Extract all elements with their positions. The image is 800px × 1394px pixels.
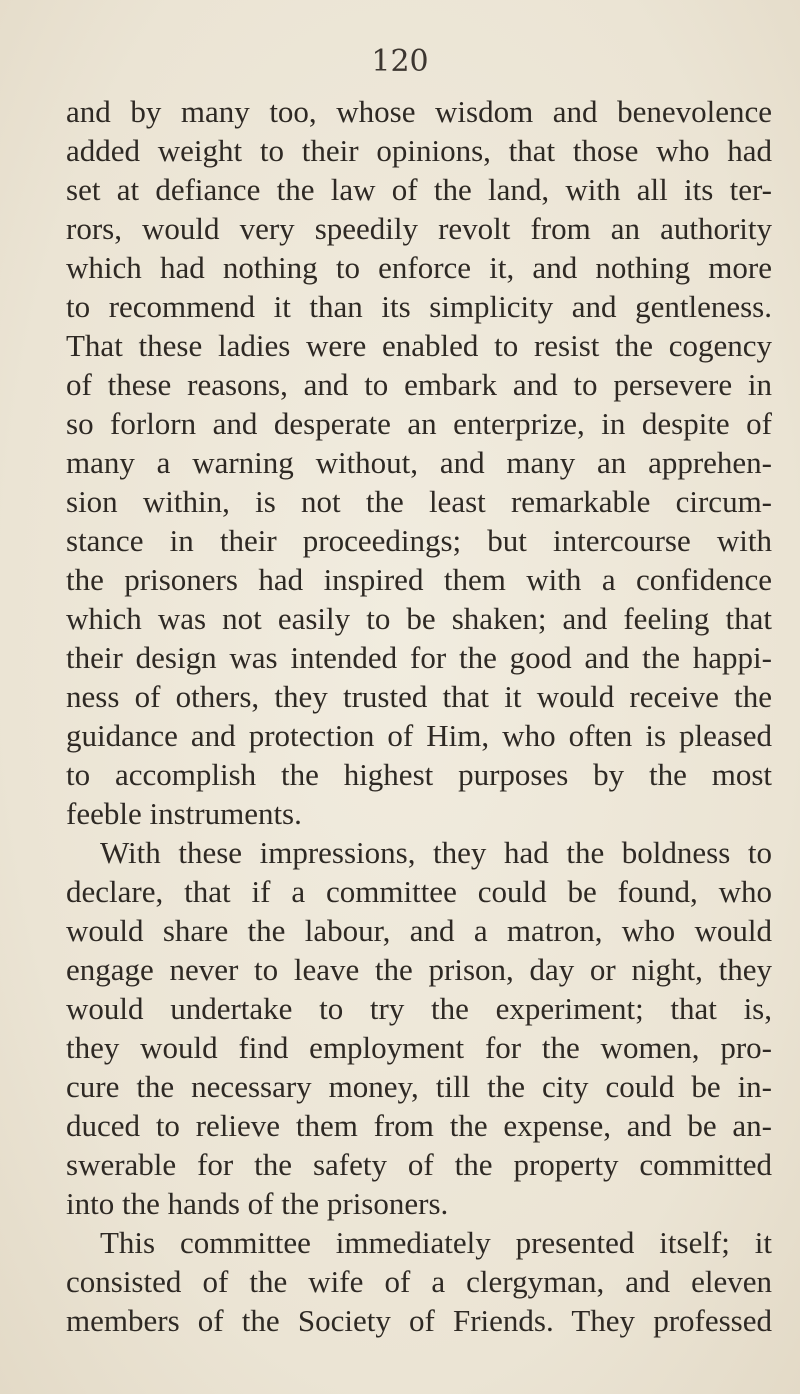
text-line: guidance and protection of Him, who often is pleased [66,718,772,753]
text-line: which had nothing to enforce it, and nothing more [66,250,772,285]
text-line: would undertake to try the experiment; that is, [66,991,772,1026]
text-line: so forlorn and desperate an enterprize, in despite of [66,406,772,441]
text-line: and by many too, whose wisdom and benevolence [66,94,772,129]
body-text [66,92,772,1340]
text-line: set at defiance the law of the land, with all its ter- [66,172,772,207]
text-line: to accomplish the highest purposes by the most [66,757,772,792]
paragraph-end-line: into the hands of the prisoners. [66,1186,449,1221]
paragraph-start-line: With these impressions, they had the boldness to [100,835,772,870]
text-line: they would find employment for the women, pro- [66,1030,772,1065]
text-line: added weight to their opinions, that those who had [66,133,772,168]
text-line: sion within, is not the least remarkable circum- [66,484,772,519]
text-line: stance in their proceedings; but intercourse with [66,523,772,558]
text-line: engage never to leave the prison, day or night, they [66,952,772,987]
text-line: to recommend it than its simplicity and gentleness. [66,289,772,324]
text-line: which was not easily to be shaken; and feeling that [66,601,772,636]
text-line: rors, would very speedily revolt from an authority [66,211,772,246]
paragraph-start-line: This committee immediately presented itself; it [100,1225,772,1260]
text-line: of these reasons, and to embark and to persevere in [66,367,772,402]
text-line: consisted of the wife of a clergyman, and eleven [66,1264,772,1299]
text-line: many a warning without, and many an apprehen- [66,445,772,480]
text-line: the prisoners had inspired them with a confidence [66,562,772,597]
text-line: duced to relieve them from the expense, and be an- [66,1108,772,1143]
page-number: 120 [371,44,429,79]
text-line: members of the Society of Friends. They professed [66,1303,772,1338]
text-line: would share the labour, and a matron, who would [66,913,772,948]
text-line: cure the necessary money, till the city could be in- [66,1069,772,1104]
text-line: That these ladies were enabled to resist the cogency [66,328,772,363]
text-line: ness of others, they trusted that it would receive the [66,679,772,714]
paragraph-end-line: feeble instruments. [66,796,302,831]
text-line: swerable for the safety of the property committed [66,1147,772,1182]
text-line: declare, that if a committee could be found, who [66,874,772,909]
text-line: their design was intended for the good and the happi- [66,640,772,675]
